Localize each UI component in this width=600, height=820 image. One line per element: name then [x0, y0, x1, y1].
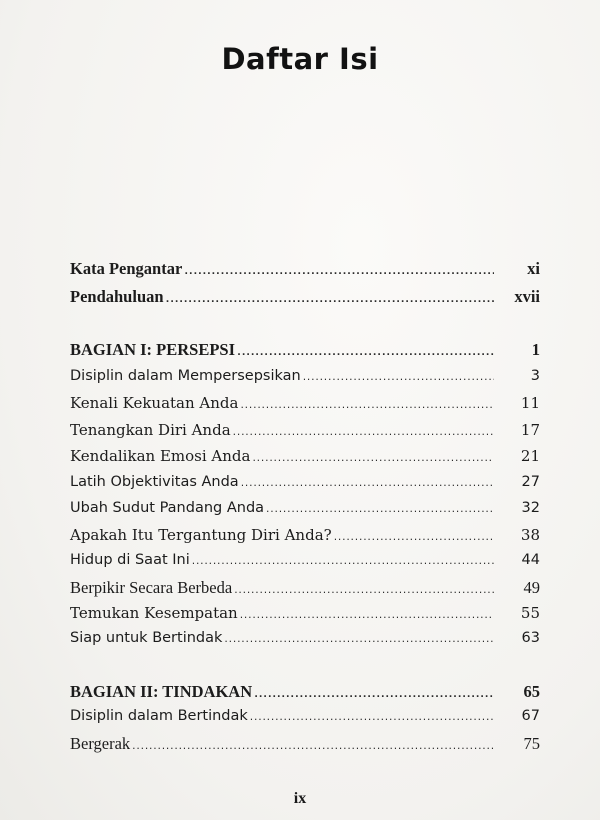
toc-entry-label: Disiplin dalam Mempersepsikan [70, 368, 301, 384]
toc-entry[interactable] [70, 604, 540, 632]
toc-entry[interactable] [70, 526, 540, 554]
toc-entry-page: 44 [521, 552, 540, 568]
toc-entry[interactable] [70, 394, 540, 422]
toc-entry-page: 55 [520, 604, 540, 622]
dot-leader [251, 454, 494, 464]
toc-entry-label: Apakah Itu Tergantung Diri Anda? [70, 526, 332, 544]
toc-entry[interactable] [70, 708, 540, 736]
dot-leader [265, 505, 494, 515]
toc-entry[interactable] [70, 287, 540, 315]
toc-entry[interactable] [70, 630, 540, 658]
toc-entry-label: Latih Objektivitas Anda [70, 474, 239, 490]
toc-entry-label: Kenali Kekuatan Anda [70, 394, 239, 412]
dot-leader [165, 294, 494, 305]
toc-entry-label: Siap untuk Bertindak [70, 630, 223, 646]
dot-leader [232, 428, 494, 438]
toc-entry-page: 17 [520, 421, 540, 439]
toc-section-heading[interactable] [70, 682, 540, 710]
toc-entry-page: 27 [521, 474, 540, 490]
dot-leader [183, 266, 494, 277]
toc-entry[interactable] [70, 259, 540, 287]
dot-leader [240, 479, 494, 489]
dot-leader [249, 713, 494, 723]
toc-entry-page: 3 [530, 368, 540, 384]
toc-entry-label: Ubah Sudut Pandang Anda [70, 500, 265, 516]
toc-entry-page: 49 [523, 578, 540, 597]
toc-entry[interactable] [70, 552, 540, 580]
dot-leader [333, 533, 494, 543]
dot-leader [236, 347, 494, 358]
dot-leader [302, 373, 494, 383]
toc-entry[interactable] [70, 368, 540, 396]
toc-entry-page: xvii [514, 287, 540, 306]
toc-entry-label: Pendahuluan [70, 287, 164, 306]
toc-entry-label: Disiplin dalam Bertindak [70, 708, 248, 724]
toc-entry[interactable] [70, 474, 540, 502]
toc-entry-page: 32 [521, 500, 540, 516]
toc-entry[interactable] [70, 734, 540, 762]
toc-entry-page: 38 [520, 526, 540, 544]
toc-entry[interactable] [70, 578, 540, 606]
dot-leader [239, 401, 494, 411]
toc-entry-page: 1 [531, 340, 540, 359]
toc-entry-page: 67 [521, 708, 540, 724]
toc-entry-label: Kendalikan Emosi Anda [70, 447, 251, 465]
toc-entry-label: BAGIAN I: PERSEPSI [70, 340, 236, 359]
toc-section-heading[interactable] [70, 340, 540, 368]
page-title: Daftar Isi [221, 42, 379, 76]
toc-entry-label: Hidup di Saat Ini [70, 552, 190, 568]
page-number-footer: ix [293, 790, 307, 807]
dot-leader [233, 586, 494, 596]
toc-entry-page: 11 [520, 394, 540, 412]
toc-entry-label: Temukan Kesempatan [70, 604, 238, 622]
toc-entry[interactable] [70, 500, 540, 528]
toc-entry-label: Bergerak [70, 734, 131, 753]
toc-entry[interactable] [70, 447, 540, 475]
toc-entry-page: 65 [523, 682, 540, 701]
toc-entry-label: Kata Pengantar [70, 259, 183, 278]
toc-entry-label: Berpikir Secara Berbeda [70, 578, 233, 597]
toc-entry-page: 63 [521, 630, 540, 646]
dot-leader [253, 689, 494, 700]
toc-entry-page: 21 [520, 447, 540, 465]
dot-leader [239, 611, 494, 621]
dot-leader [191, 557, 494, 567]
dot-leader [223, 635, 494, 645]
toc-entry-label: BAGIAN II: TINDAKAN [70, 682, 253, 701]
dot-leader [131, 742, 494, 752]
toc-entry-page: 75 [523, 734, 540, 753]
toc-entry-label: Tenangkan Diri Anda [70, 421, 231, 439]
toc-entry-page: xi [527, 259, 540, 278]
toc-entry[interactable] [70, 421, 540, 449]
